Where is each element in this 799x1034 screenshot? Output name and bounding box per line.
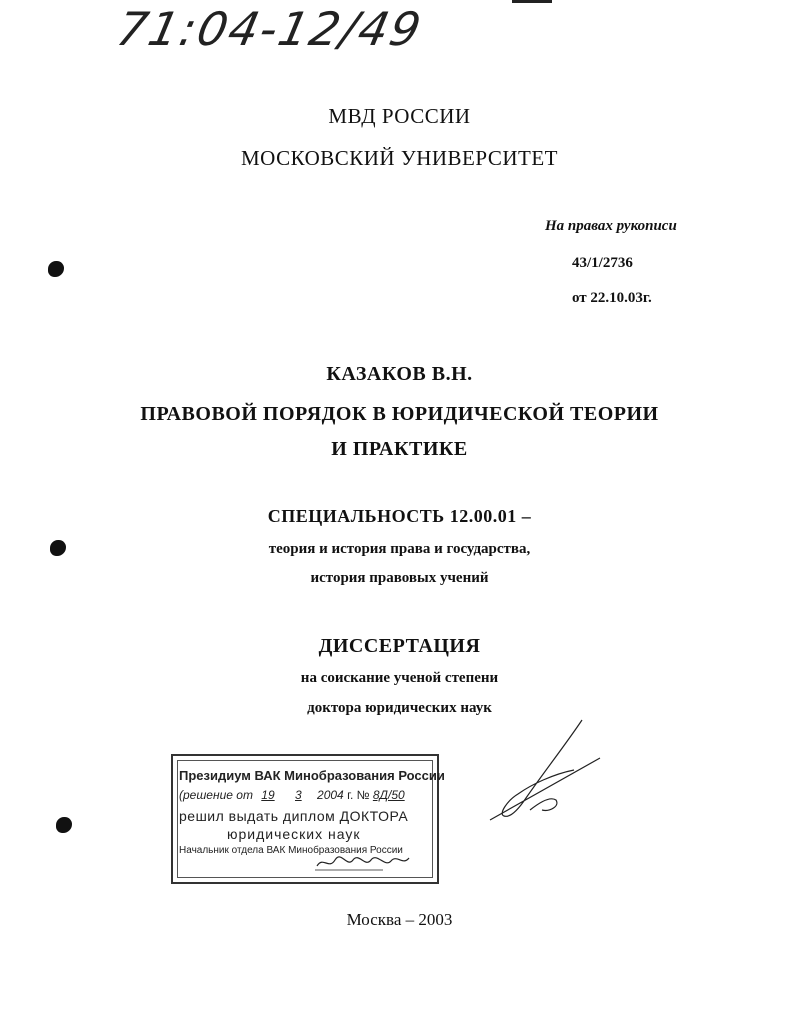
top-edge-mark xyxy=(512,0,552,3)
author-name: КАЗАКОВ В.Н. xyxy=(326,363,473,385)
handwritten-archive-code: 71:04-12/49 xyxy=(112,2,428,56)
stamp-decision-day: 19 xyxy=(261,788,275,802)
dissertation-title-line2: И ПРАКТИКЕ xyxy=(331,438,468,460)
stamp-decision-number: 8Д/50 xyxy=(372,788,405,802)
vak-approval-stamp xyxy=(171,754,445,884)
author-signature xyxy=(470,714,610,826)
stamp-decision-year-suffix: г. № xyxy=(347,788,370,802)
stamp-line-head: Начальник отдела ВАК Минобразования России xyxy=(179,845,403,856)
stamp-decision-year: 2004 xyxy=(317,788,344,802)
manuscript-number: 43/1/2736 xyxy=(572,255,633,271)
city-year: Москва – 2003 xyxy=(346,910,453,929)
university-name: МОСКОВСКИЙ УНИВЕРСИТЕТ xyxy=(241,146,558,170)
stamp-signature xyxy=(313,852,413,874)
stamp-line-degree: юридических наук xyxy=(227,826,361,842)
stamp-line-presidium: Президиум ВАК Минобразования России xyxy=(179,768,445,783)
stamp-decision-prefix: (решение от xyxy=(179,788,253,802)
stamp-line-diploma: решил выдать диплом ДОКТОРА xyxy=(179,808,409,824)
specialty-line2: история правовых учений xyxy=(310,570,489,586)
punch-hole-mark xyxy=(48,261,64,277)
manuscript-rights-label: На правах рукописи xyxy=(545,218,677,234)
punch-hole-mark xyxy=(56,817,72,833)
dissertation-label: ДИССЕРТАЦИЯ xyxy=(318,635,481,657)
stamp-line-decision xyxy=(179,788,405,802)
stamp-decision-month: 3 xyxy=(294,788,302,802)
ministry-name: МВД РОССИИ xyxy=(328,104,471,128)
dissertation-title-line1: ПРАВОВОЙ ПОРЯДОК В ЮРИДИЧЕСКОЙ ТЕОРИИ xyxy=(140,403,659,425)
specialty-label: СПЕЦИАЛЬНОСТЬ 12.00.01 – xyxy=(267,506,532,526)
manuscript-date: от 22.10.03г. xyxy=(572,290,652,306)
degree-line1: на соискание ученой степени xyxy=(300,670,499,686)
specialty-line1: теория и история права и государства, xyxy=(268,541,531,557)
degree-line2: доктора юридических наук xyxy=(307,700,492,716)
